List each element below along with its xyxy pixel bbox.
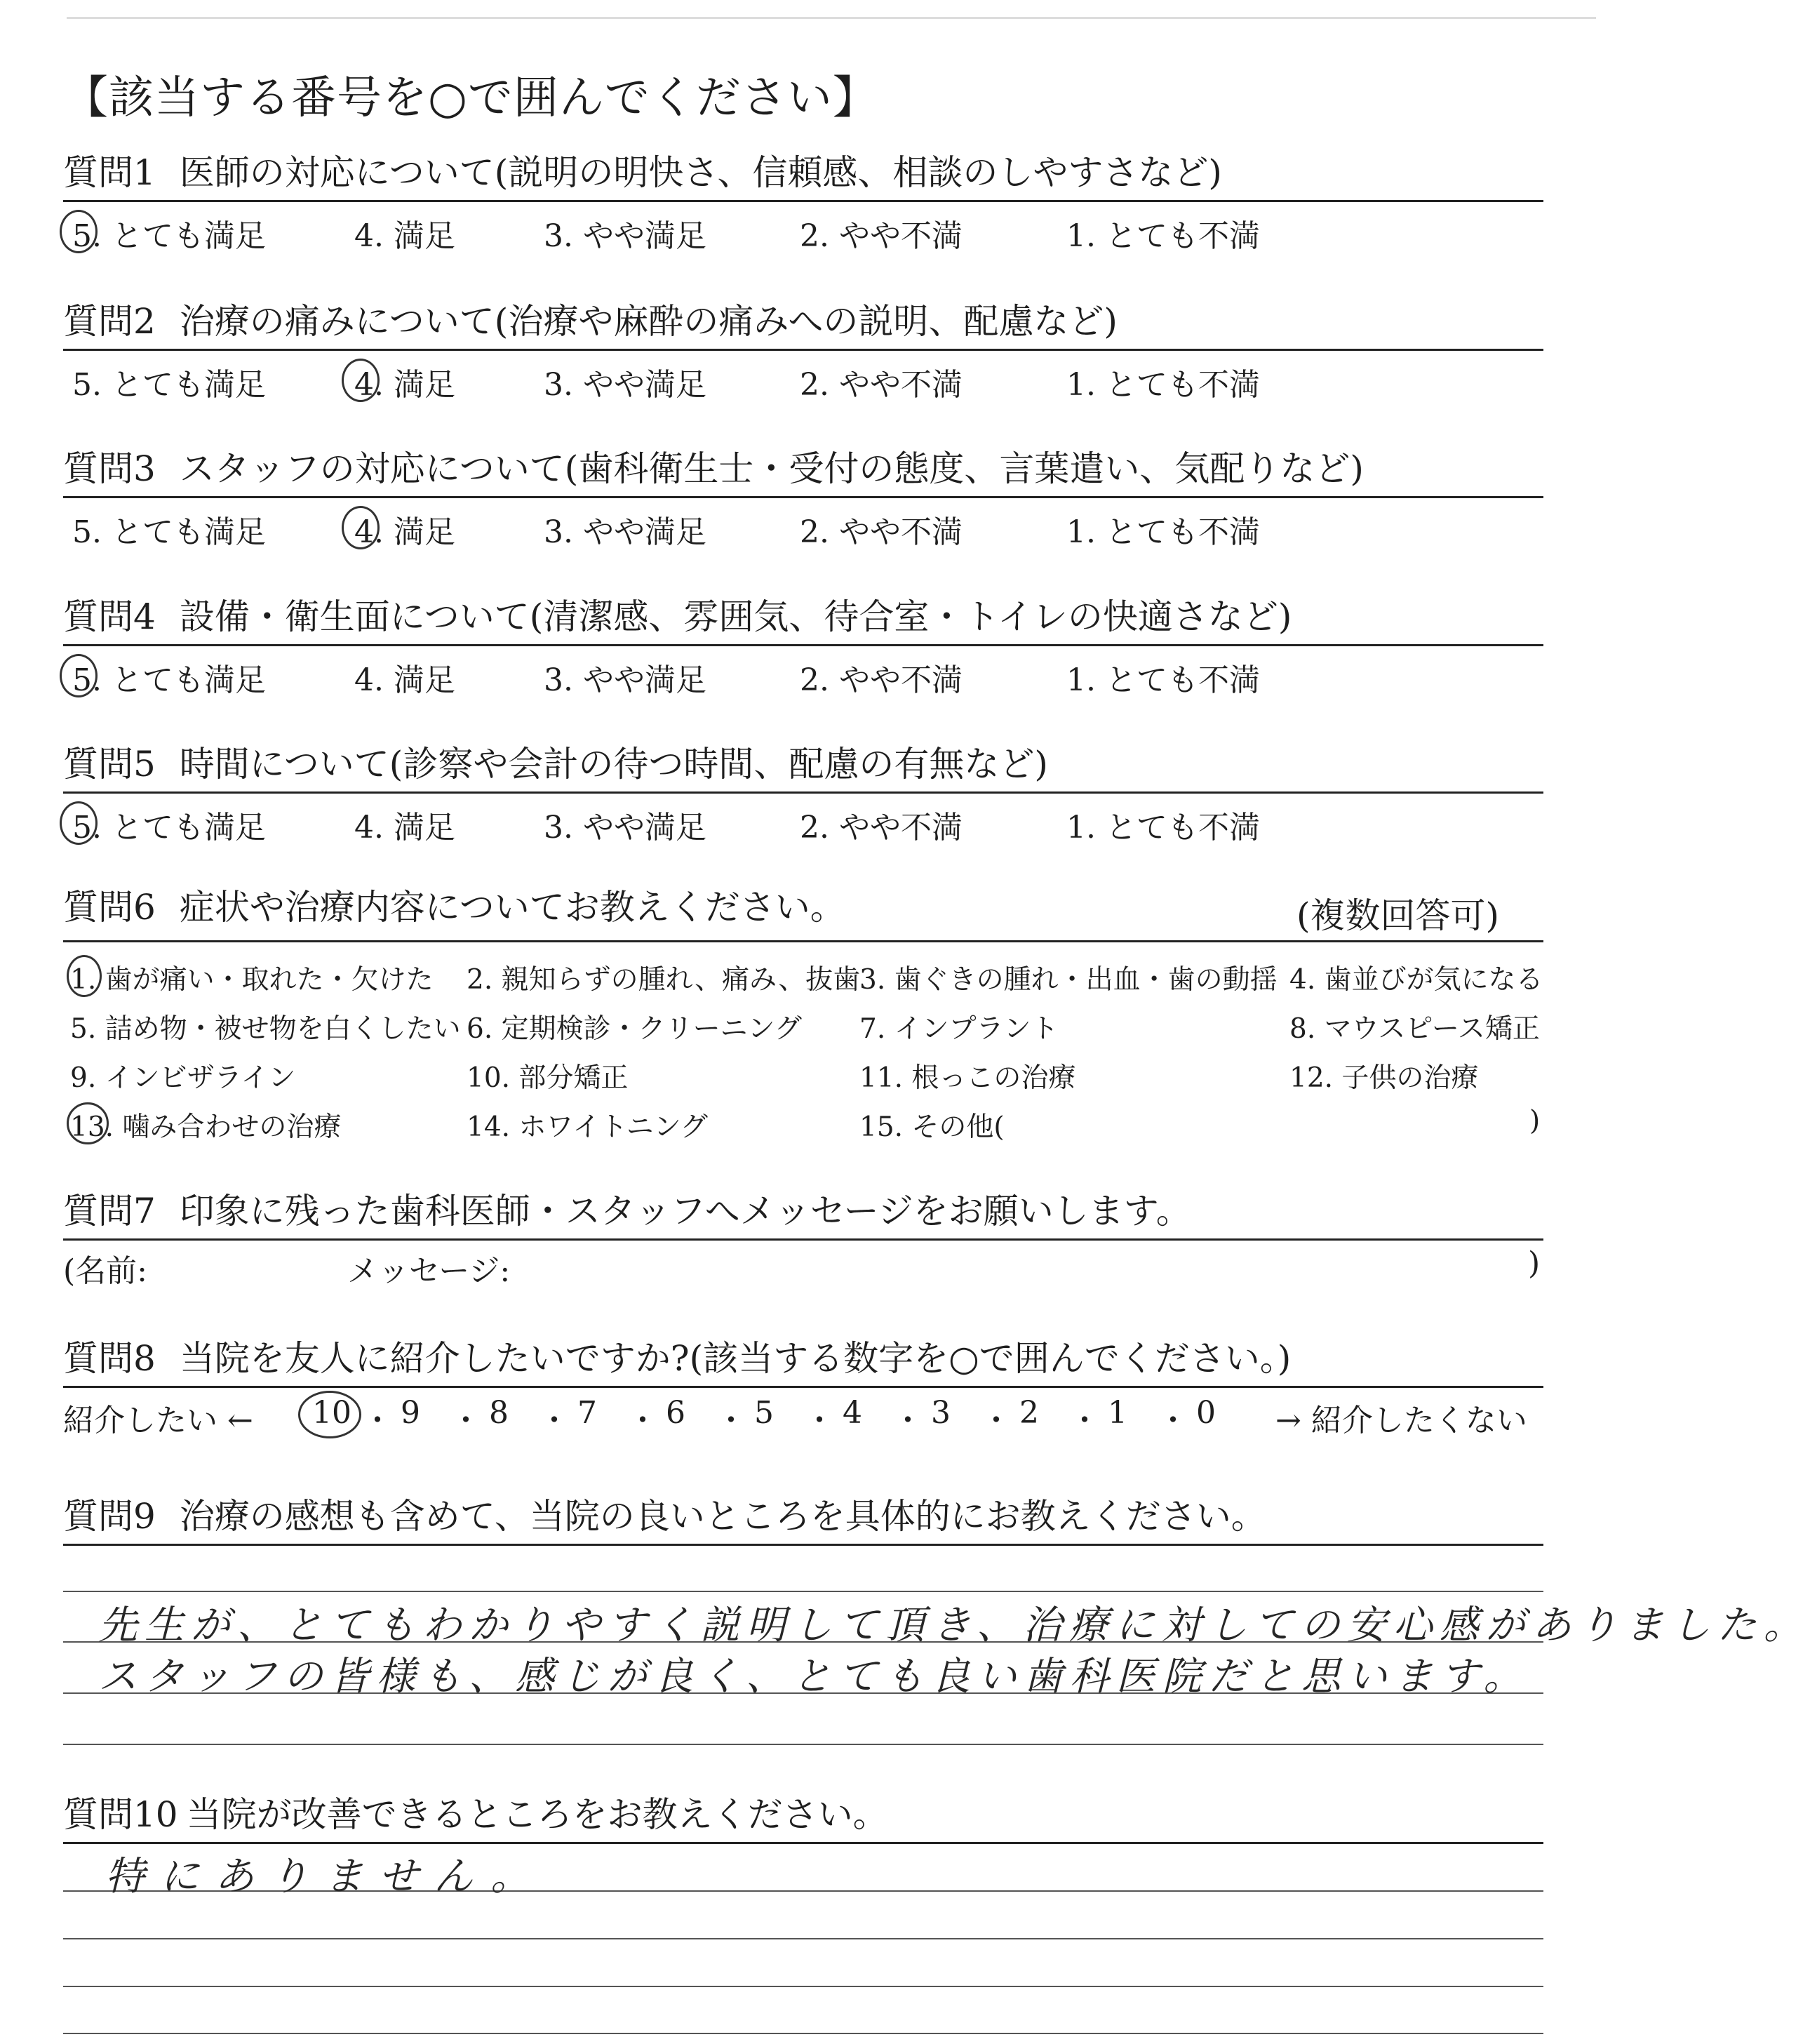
scale-separator: ・ xyxy=(892,1403,923,1438)
question-rule xyxy=(63,200,1543,202)
symptom-option[interactable]: 3. 歯ぐきの腫れ・出血・歯の動揺 xyxy=(859,964,1278,996)
name-label: (名前: xyxy=(63,1253,147,1289)
scale-separator: ・ xyxy=(539,1403,570,1438)
question-title: 時間について(診察や会計の待つ時間、配慮の有無など) xyxy=(179,744,1048,784)
question-title: 設備・衛生面について(清潔感、雰囲気、待合室・トイレの快適さなど) xyxy=(179,596,1292,637)
q8-rule xyxy=(63,1386,1543,1388)
symptom-option[interactable]: 8. マウスピース矯正 xyxy=(1289,1013,1540,1045)
selected-circle-mark xyxy=(342,506,380,549)
question-title: 医師の対応について(説明の明快さ、信頼感、相談のしやすさなど) xyxy=(179,152,1222,193)
q10-rule xyxy=(63,1842,1543,1844)
rating-option[interactable]: 5. とても満足 xyxy=(72,514,266,550)
scale-separator: ・ xyxy=(716,1403,746,1438)
message-label: メッセージ: xyxy=(347,1253,511,1289)
answer-line xyxy=(63,2033,1543,2034)
symptom-option[interactable]: 13. 噛み合わせの治療 xyxy=(70,1111,342,1143)
scale-value[interactable]: 9 xyxy=(401,1395,420,1431)
symptom-option[interactable]: 1. 歯が痛い・取れた・欠けた xyxy=(70,964,434,996)
rating-option[interactable]: 1. とても不満 xyxy=(1066,662,1260,698)
not-recommend-label: → 紹介したくない xyxy=(1275,1403,1527,1438)
scale-separator: ・ xyxy=(1158,1403,1188,1438)
question-4 xyxy=(63,595,1543,639)
scale-value[interactable]: 5 xyxy=(754,1395,774,1431)
symptom-option[interactable]: 5. 詰め物・被せ物を白くしたい xyxy=(70,1013,461,1045)
rating-option[interactable]: 5. とても満足 xyxy=(72,662,266,698)
rating-option[interactable]: 2. やや不満 xyxy=(800,514,963,550)
scale-separator: ・ xyxy=(450,1403,481,1438)
symptom-option[interactable]: 12. 子供の治療 xyxy=(1289,1062,1479,1094)
q9-rule xyxy=(63,1544,1543,1546)
scale-value[interactable]: 7 xyxy=(577,1395,597,1431)
rating-option[interactable]: 1. とても不満 xyxy=(1066,514,1260,550)
scale-separator: ・ xyxy=(627,1403,658,1438)
rating-option[interactable]: 3. やや満足 xyxy=(544,514,706,550)
question-number: 質問7 xyxy=(63,1191,156,1231)
handwritten-answer-line-2: スタッフの皆様も、感じが良く、とても良い歯科医院だと思います。 xyxy=(98,1654,1530,1699)
question-number: 質問2 xyxy=(63,301,156,342)
rating-option[interactable]: 2. やや不満 xyxy=(800,218,963,254)
scale-separator: ・ xyxy=(362,1403,393,1438)
question-title: 当院が改善できるところをお教えください。 xyxy=(186,1794,888,1835)
question-title: 症状や治療内容についてお教えください。 xyxy=(179,887,845,928)
rating-option[interactable]: 5. とても満足 xyxy=(72,367,266,403)
rating-option[interactable]: 2. やや不満 xyxy=(800,810,963,846)
symptom-option[interactable]: 15. その他( xyxy=(859,1111,1005,1143)
rating-option[interactable]: 3. やや満足 xyxy=(544,810,706,846)
question-title: スタッフの対応について(歯科衛生士・受付の態度、言葉遣い、気配りなど) xyxy=(179,448,1364,489)
selected-circle-mark xyxy=(298,1391,361,1438)
symptom-option[interactable]: 7. インプラント xyxy=(859,1013,1059,1045)
scale-value[interactable]: 6 xyxy=(666,1395,685,1431)
symptom-option[interactable]: 4. 歯並びが気になる xyxy=(1289,964,1543,996)
scale-separator: ・ xyxy=(804,1403,835,1438)
rating-option[interactable]: 3. やや満足 xyxy=(544,662,706,698)
question-number: 質問5 xyxy=(63,744,156,784)
q6-rule xyxy=(63,940,1543,942)
symptom-option[interactable]: 11. 根っこの治療 xyxy=(859,1062,1076,1094)
rating-option[interactable]: 1. とても不満 xyxy=(1066,810,1260,846)
scale-value[interactable]: 0 xyxy=(1196,1395,1216,1431)
page-heading: 【該当する番号を○で囲んでください】 xyxy=(63,72,878,124)
scale-value[interactable]: 1 xyxy=(1108,1395,1127,1431)
question-title: 治療の感想も含めて、当院の良いところを具体的にお教えください。 xyxy=(179,1496,1266,1537)
answer-line xyxy=(63,1591,1543,1592)
multiple-answer-note: (複数回答可) xyxy=(1296,895,1500,936)
scale-separator: ・ xyxy=(1069,1403,1100,1438)
question-7 xyxy=(63,1189,1543,1233)
other-close-paren: ) xyxy=(1529,1105,1541,1137)
question-9 xyxy=(63,1495,1543,1538)
rating-option[interactable]: 1. とても不満 xyxy=(1066,367,1260,403)
question-number: 質問3 xyxy=(63,448,156,489)
symptom-option[interactable]: 10. 部分矯正 xyxy=(467,1062,629,1094)
selected-circle-mark xyxy=(67,1102,109,1144)
recommend-label: 紹介したい ← xyxy=(63,1403,253,1438)
message-close-paren: ) xyxy=(1528,1245,1541,1281)
question-title: 治療の痛みについて(治療や麻酔の痛みへの説明、配慮など) xyxy=(179,301,1118,342)
question-rule xyxy=(63,349,1543,351)
answer-line xyxy=(63,1938,1543,1939)
rating-option[interactable]: 4. 満足 xyxy=(354,810,455,846)
question-3 xyxy=(63,447,1543,490)
question-2 xyxy=(63,300,1543,343)
question-number: 質問8 xyxy=(63,1338,156,1379)
rating-option[interactable]: 3. やや満足 xyxy=(544,367,706,403)
selected-circle-mark xyxy=(60,654,98,697)
rating-option[interactable]: 4. 満足 xyxy=(354,662,455,698)
scale-separator: ・ xyxy=(981,1403,1012,1438)
selected-circle-mark xyxy=(60,801,98,845)
question-rule xyxy=(63,644,1543,646)
question-5 xyxy=(63,742,1543,786)
scale-value[interactable]: 8 xyxy=(489,1395,509,1431)
selected-circle-mark xyxy=(67,955,102,997)
question-title: 当院を友人に紹介したいですか?(該当する数字を○で囲んでください。) xyxy=(179,1338,1292,1379)
q7-rule xyxy=(63,1238,1543,1241)
question-number: 質問10 xyxy=(63,1794,178,1835)
selected-circle-mark xyxy=(60,210,98,253)
scale-value[interactable]: 10 xyxy=(312,1395,351,1431)
rating-option[interactable]: 2. やや不満 xyxy=(800,367,963,403)
rating-option[interactable]: 5. とても満足 xyxy=(72,218,266,254)
symptom-option[interactable]: 2. 親知らずの腫れ、痛み、抜歯 xyxy=(467,964,861,996)
question-rule xyxy=(63,791,1543,794)
scale-value[interactable]: 3 xyxy=(931,1395,951,1431)
question-rule xyxy=(63,496,1543,498)
rating-option[interactable]: 4. 満足 xyxy=(354,514,455,550)
rating-option[interactable]: 4. 満足 xyxy=(354,218,455,254)
question-number: 質問4 xyxy=(63,596,156,637)
rating-option[interactable]: 4. 満足 xyxy=(354,367,455,403)
question-number: 質問1 xyxy=(63,152,156,193)
scale-value[interactable]: 4 xyxy=(843,1395,862,1431)
question-number: 質問9 xyxy=(63,1496,156,1537)
question-number: 質問6 xyxy=(63,887,156,928)
question-8 xyxy=(63,1337,1543,1380)
scale-value[interactable]: 2 xyxy=(1019,1395,1039,1431)
answer-line xyxy=(63,1744,1543,1745)
handwritten-improvement: 特にありません。 xyxy=(105,1854,546,1899)
rating-option[interactable]: 3. やや満足 xyxy=(544,218,706,254)
question-title: 印象に残った歯科医師・スタッフへメッセージをお願いします。 xyxy=(179,1191,1191,1231)
question-10 xyxy=(63,1793,1543,1836)
selected-circle-mark xyxy=(342,359,380,402)
symptom-option[interactable]: 9. インビザライン xyxy=(70,1062,296,1094)
symptom-option[interactable]: 6. 定期検診・クリーニング xyxy=(467,1013,802,1045)
rating-option[interactable]: 1. とても不満 xyxy=(1066,218,1260,254)
symptom-option[interactable]: 14. ホワイトニング xyxy=(467,1111,708,1143)
top-border xyxy=(67,17,1596,19)
rating-option[interactable]: 5. とても満足 xyxy=(72,810,266,846)
answer-line xyxy=(63,1986,1543,1987)
rating-option[interactable]: 2. やや不満 xyxy=(800,662,963,698)
handwritten-answer-line-1: 先生が、とてもわかりやすく説明して頂き、治療に対しての安心感がありました。 xyxy=(98,1603,1810,1648)
question-1 xyxy=(63,151,1543,194)
